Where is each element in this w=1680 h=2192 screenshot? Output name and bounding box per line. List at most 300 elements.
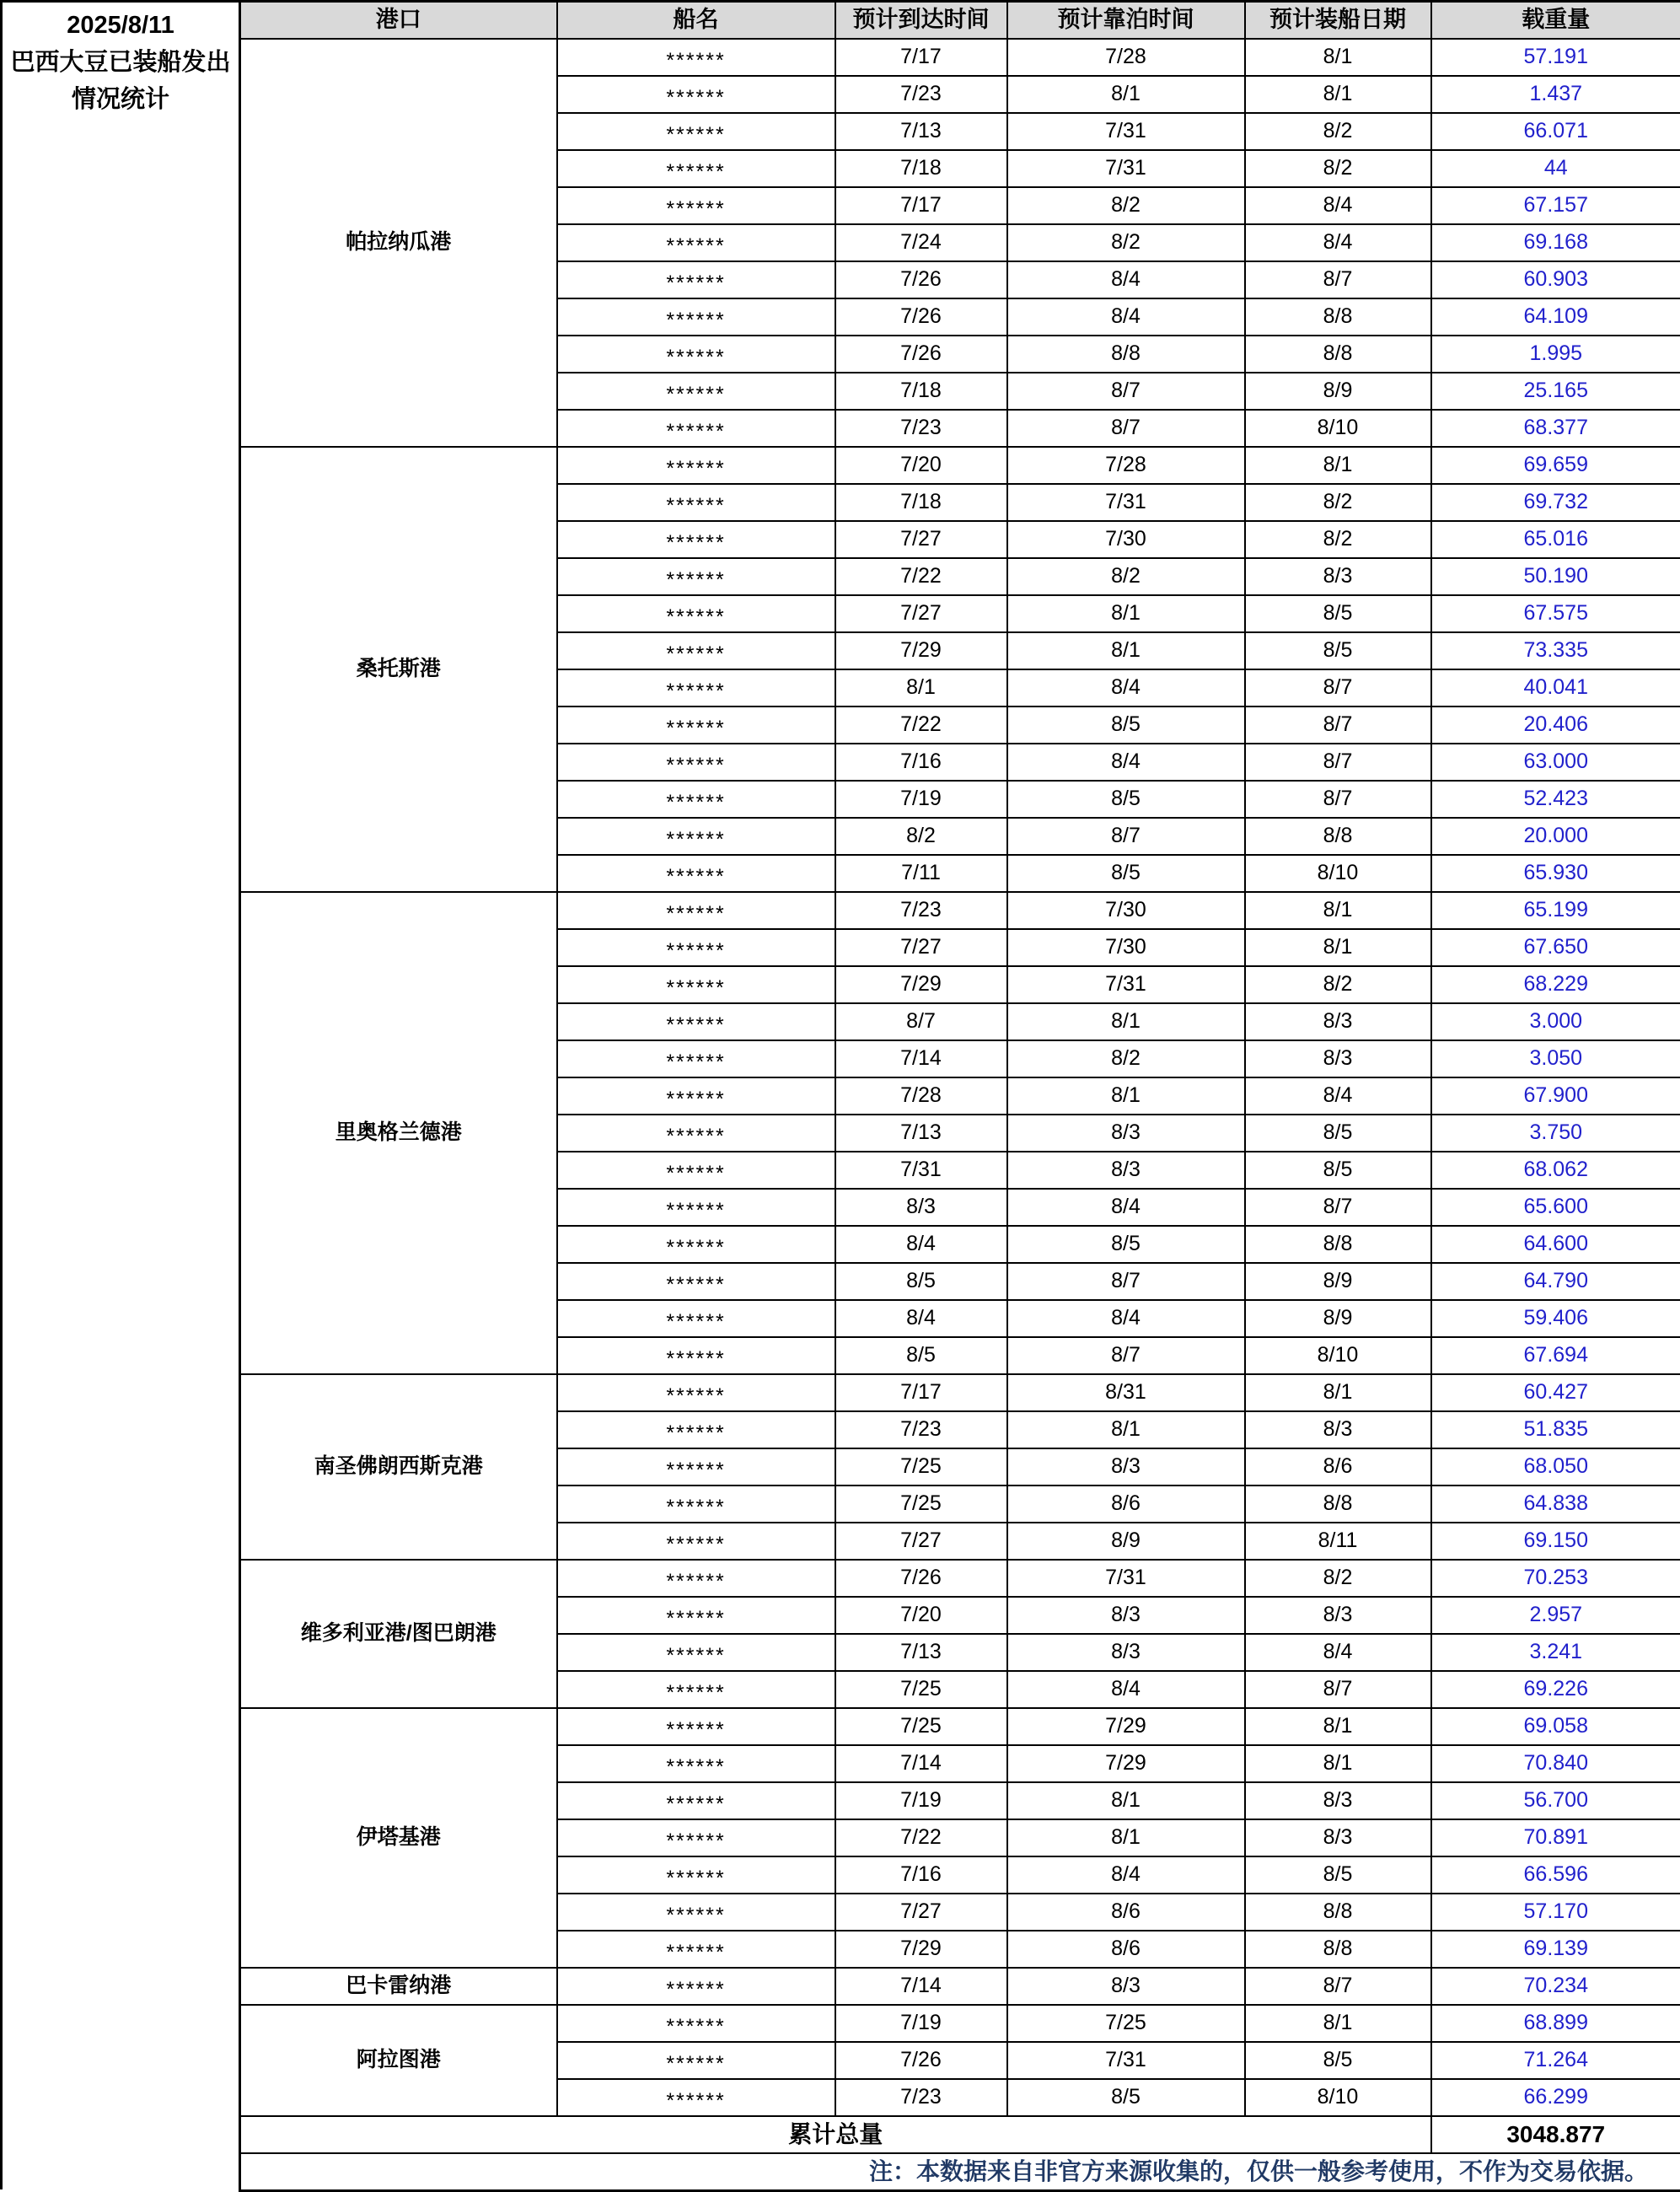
weight-cell: 40.041 (1431, 669, 1680, 706)
ship-name-masked: ****** (666, 420, 725, 443)
ship-name-cell (557, 632, 835, 669)
load-date-cell: 8/8 (1245, 1226, 1431, 1263)
eta-cell: 7/16 (835, 1856, 1007, 1894)
eta-cell: 8/2 (835, 818, 1007, 855)
eta-cell: 7/26 (835, 298, 1007, 336)
load-date-cell: 8/10 (1245, 855, 1431, 892)
weight-cell: 68.899 (1431, 2005, 1680, 2042)
load-date-cell: 8/4 (1245, 1634, 1431, 1671)
port-cell: 桑托斯港 (240, 447, 557, 892)
weight-cell: 63.000 (1431, 744, 1680, 781)
eta-cell: 7/20 (835, 447, 1007, 484)
weight-cell: 69.139 (1431, 1931, 1680, 1968)
ship-name-cell (557, 2042, 835, 2079)
eta-cell: 7/29 (835, 1931, 1007, 1968)
eta-cell: 7/11 (835, 855, 1007, 892)
column-header-ship: 船名 (557, 2, 835, 39)
eta-cell: 7/26 (835, 2042, 1007, 2079)
weight-cell: 70.253 (1431, 1560, 1680, 1597)
weight-cell: 68.062 (1431, 1152, 1680, 1189)
berth-date-cell: 7/29 (1007, 1708, 1245, 1745)
berth-date-cell: 8/3 (1007, 1597, 1245, 1634)
weight-cell: 65.600 (1431, 1189, 1680, 1226)
load-date-cell: 8/2 (1245, 1560, 1431, 1597)
eta-cell: 7/16 (835, 744, 1007, 781)
weight-cell: 65.930 (1431, 855, 1680, 892)
ship-name-cell (557, 1374, 835, 1411)
ship-name-cell (557, 1226, 835, 1263)
weight-cell: 64.600 (1431, 1226, 1680, 1263)
ship-name-cell (557, 1189, 835, 1226)
table-row (240, 1968, 1680, 2005)
ship-name-masked: ****** (666, 531, 725, 555)
berth-date-cell: 8/3 (1007, 1634, 1245, 1671)
load-date-cell: 8/7 (1245, 1189, 1431, 1226)
load-date-cell: 8/8 (1245, 1486, 1431, 1523)
berth-date-cell: 8/1 (1007, 1077, 1245, 1115)
ship-name-masked: ****** (666, 1347, 725, 1371)
load-date-cell: 8/4 (1245, 1077, 1431, 1115)
load-date-cell: 8/8 (1245, 1894, 1431, 1931)
load-date-cell: 8/1 (1245, 1708, 1431, 1745)
ship-name-cell (557, 1782, 835, 1819)
eta-cell: 7/18 (835, 373, 1007, 410)
report-date: 2025/8/11 (3, 7, 239, 44)
load-date-cell: 8/7 (1245, 744, 1431, 781)
ship-name-masked: ****** (666, 642, 725, 666)
ship-name-masked: ****** (666, 605, 725, 629)
eta-cell: 7/20 (835, 1597, 1007, 1634)
shipping-table (239, 0, 1680, 2192)
eta-cell: 7/29 (835, 966, 1007, 1003)
eta-cell: 7/23 (835, 2079, 1007, 2116)
eta-cell: 8/7 (835, 1003, 1007, 1040)
weight-cell: 57.170 (1431, 1894, 1680, 1931)
ship-name-masked: ****** (666, 197, 725, 221)
berth-date-cell: 7/31 (1007, 966, 1245, 1003)
weight-cell: 60.903 (1431, 261, 1680, 298)
weight-cell: 67.575 (1431, 595, 1680, 632)
eta-cell: 7/19 (835, 781, 1007, 818)
load-date-cell: 8/5 (1245, 2042, 1431, 2079)
weight-cell: 3.241 (1431, 1634, 1680, 1671)
weight-cell: 57.191 (1431, 39, 1680, 76)
ship-name-masked: ****** (666, 1941, 725, 1964)
ship-name-masked: ****** (666, 1681, 725, 1705)
header-row (240, 2, 1680, 39)
ship-name-cell (557, 1856, 835, 1894)
report-title-column (0, 0, 239, 2189)
ship-name-masked: ****** (666, 568, 725, 592)
load-date-cell: 8/9 (1245, 373, 1431, 410)
weight-cell: 67.650 (1431, 929, 1680, 966)
load-date-cell: 8/5 (1245, 632, 1431, 669)
eta-cell: 7/23 (835, 76, 1007, 113)
eta-cell: 7/14 (835, 1968, 1007, 2005)
ship-name-cell (557, 2005, 835, 2042)
port-cell: 维多利亚港/图巴朗港 (240, 1560, 557, 1708)
eta-cell: 7/22 (835, 706, 1007, 744)
berth-date-cell: 7/31 (1007, 1560, 1245, 1597)
berth-date-cell: 8/7 (1007, 373, 1245, 410)
ship-name-cell (557, 929, 835, 966)
berth-date-cell: 8/4 (1007, 744, 1245, 781)
berth-date-cell: 8/3 (1007, 1115, 1245, 1152)
ship-name-cell (557, 1152, 835, 1189)
load-date-cell: 8/10 (1245, 410, 1431, 447)
load-date-cell: 8/7 (1245, 669, 1431, 706)
ship-name-cell (557, 373, 835, 410)
weight-cell: 65.016 (1431, 521, 1680, 558)
ship-name-cell (557, 892, 835, 929)
ship-name-cell (557, 261, 835, 298)
load-date-cell: 8/7 (1245, 261, 1431, 298)
ship-name-cell (557, 744, 835, 781)
ship-name-masked: ****** (666, 1273, 725, 1297)
berth-date-cell: 8/7 (1007, 1337, 1245, 1374)
total-value: 3048.877 (1431, 2116, 1680, 2153)
load-date-cell: 8/9 (1245, 1263, 1431, 1300)
berth-date-cell: 7/30 (1007, 929, 1245, 966)
ship-name-masked: ****** (666, 1829, 725, 1853)
load-date-cell: 8/2 (1245, 521, 1431, 558)
berth-date-cell: 7/31 (1007, 150, 1245, 187)
ship-name-cell (557, 1115, 835, 1152)
berth-date-cell: 7/30 (1007, 521, 1245, 558)
ship-name-masked: ****** (666, 1421, 725, 1445)
ship-name-cell (557, 1523, 835, 1560)
eta-cell: 7/23 (835, 1411, 1007, 1448)
port-cell: 伊塔基港 (240, 1708, 557, 1968)
ship-name-cell (557, 484, 835, 521)
load-date-cell: 8/3 (1245, 1003, 1431, 1040)
berth-date-cell: 8/7 (1007, 1263, 1245, 1300)
weight-cell: 1.995 (1431, 336, 1680, 373)
weight-cell: 73.335 (1431, 632, 1680, 669)
weight-cell: 66.071 (1431, 113, 1680, 150)
load-date-cell: 8/10 (1245, 2079, 1431, 2116)
ship-name-cell (557, 706, 835, 744)
ship-name-cell (557, 781, 835, 818)
ship-name-cell (557, 1634, 835, 1671)
berth-date-cell: 7/28 (1007, 39, 1245, 76)
berth-date-cell: 8/9 (1007, 1523, 1245, 1560)
load-date-cell: 8/7 (1245, 1671, 1431, 1708)
table-row (240, 2005, 1680, 2042)
ship-name-cell (557, 1486, 835, 1523)
ship-name-cell (557, 1597, 835, 1634)
ship-name-cell (557, 1745, 835, 1782)
ship-name-cell (557, 410, 835, 447)
load-date-cell: 8/5 (1245, 1152, 1431, 1189)
ship-name-masked: ****** (666, 309, 725, 332)
eta-cell: 8/1 (835, 669, 1007, 706)
weight-cell: 25.165 (1431, 373, 1680, 410)
ship-name-cell (557, 1077, 835, 1115)
eta-cell: 8/5 (835, 1263, 1007, 1300)
load-date-cell: 8/6 (1245, 1448, 1431, 1486)
column-header-berth: 预计靠泊时间 (1007, 2, 1245, 39)
berth-date-cell: 8/5 (1007, 781, 1245, 818)
eta-cell: 8/4 (835, 1300, 1007, 1337)
ship-name-cell (557, 336, 835, 373)
ship-name-cell (557, 187, 835, 224)
weight-cell: 69.150 (1431, 1523, 1680, 1560)
ship-name-masked: ****** (666, 754, 725, 777)
load-date-cell: 8/2 (1245, 150, 1431, 187)
berth-date-cell: 8/2 (1007, 224, 1245, 261)
eta-cell: 7/27 (835, 1894, 1007, 1931)
berth-date-cell: 8/3 (1007, 1968, 1245, 2005)
load-date-cell: 8/3 (1245, 1597, 1431, 1634)
ship-name-masked: ****** (666, 828, 725, 852)
ship-name-cell (557, 966, 835, 1003)
weight-cell: 70.840 (1431, 1745, 1680, 1782)
ship-name-masked: ****** (666, 865, 725, 889)
ship-name-masked: ****** (666, 1904, 725, 1927)
berth-date-cell: 8/7 (1007, 818, 1245, 855)
berth-date-cell: 8/31 (1007, 1374, 1245, 1411)
eta-cell: 7/17 (835, 1374, 1007, 1411)
eta-cell: 7/25 (835, 1708, 1007, 1745)
ship-name-masked: ****** (666, 680, 725, 703)
table-header (240, 2, 1680, 39)
table-row (240, 1708, 1680, 1745)
weight-cell: 69.058 (1431, 1708, 1680, 1745)
load-date-cell: 8/4 (1245, 224, 1431, 261)
ship-name-masked: ****** (666, 234, 725, 258)
report-title-text: 巴西大豆已装船发出情况统计 (3, 44, 239, 118)
weight-cell: 1.437 (1431, 76, 1680, 113)
ship-name-cell (557, 558, 835, 595)
load-date-cell: 8/8 (1245, 298, 1431, 336)
ship-name-masked: ****** (666, 160, 725, 184)
total-row (240, 2116, 1680, 2153)
ship-name-cell (557, 1337, 835, 1374)
eta-cell: 7/25 (835, 1448, 1007, 1486)
ship-name-masked: ****** (666, 1978, 725, 2001)
ship-name-cell (557, 1968, 835, 2005)
weight-cell: 68.377 (1431, 410, 1680, 447)
ship-name-masked: ****** (666, 123, 725, 147)
eta-cell: 7/27 (835, 595, 1007, 632)
ship-name-cell (557, 298, 835, 336)
eta-cell: 7/26 (835, 336, 1007, 373)
report-title (3, 3, 239, 118)
ship-name-masked: ****** (666, 1013, 725, 1037)
ship-name-masked: ****** (666, 1607, 725, 1631)
load-date-cell: 8/8 (1245, 1931, 1431, 1968)
ship-name-masked: ****** (666, 346, 725, 369)
ship-name-masked: ****** (666, 1384, 725, 1408)
ship-name-cell (557, 855, 835, 892)
ship-name-masked: ****** (666, 2015, 725, 2039)
ship-name-cell (557, 447, 835, 484)
load-date-cell: 8/8 (1245, 818, 1431, 855)
berth-date-cell: 8/4 (1007, 1300, 1245, 1337)
load-date-cell: 8/3 (1245, 1040, 1431, 1077)
port-cell: 阿拉图港 (240, 2005, 557, 2116)
table-row (240, 892, 1680, 929)
load-date-cell: 8/1 (1245, 447, 1431, 484)
weight-cell: 70.234 (1431, 1968, 1680, 2005)
weight-cell: 67.157 (1431, 187, 1680, 224)
berth-date-cell: 8/6 (1007, 1894, 1245, 1931)
ship-name-cell (557, 1003, 835, 1040)
eta-cell: 7/18 (835, 150, 1007, 187)
berth-date-cell: 8/8 (1007, 336, 1245, 373)
ship-name-masked: ****** (666, 791, 725, 814)
eta-cell: 7/25 (835, 1671, 1007, 1708)
load-date-cell: 8/1 (1245, 39, 1431, 76)
load-date-cell: 8/1 (1245, 76, 1431, 113)
berth-date-cell: 8/5 (1007, 2079, 1245, 2116)
eta-cell: 7/22 (835, 1819, 1007, 1856)
weight-cell: 60.427 (1431, 1374, 1680, 1411)
berth-date-cell: 8/4 (1007, 261, 1245, 298)
ship-name-cell (557, 150, 835, 187)
load-date-cell: 8/5 (1245, 1856, 1431, 1894)
load-date-cell: 8/1 (1245, 892, 1431, 929)
total-label: 累计总量 (240, 2116, 1431, 2153)
eta-cell: 7/18 (835, 484, 1007, 521)
berth-date-cell: 8/1 (1007, 1819, 1245, 1856)
berth-date-cell: 8/2 (1007, 187, 1245, 224)
eta-cell: 7/27 (835, 1523, 1007, 1560)
weight-cell: 56.700 (1431, 1782, 1680, 1819)
weight-cell: 44 (1431, 150, 1680, 187)
load-date-cell: 8/1 (1245, 1374, 1431, 1411)
ship-name-masked: ****** (666, 1125, 725, 1148)
berth-date-cell: 8/6 (1007, 1486, 1245, 1523)
ship-name-cell (557, 224, 835, 261)
ship-name-masked: ****** (666, 1050, 725, 1074)
ship-name-masked: ****** (666, 1755, 725, 1779)
load-date-cell: 8/3 (1245, 558, 1431, 595)
ship-name-cell (557, 521, 835, 558)
berth-date-cell: 7/31 (1007, 484, 1245, 521)
column-header-eta: 预计到达时间 (835, 2, 1007, 39)
berth-date-cell: 7/31 (1007, 2042, 1245, 2079)
berth-date-cell: 8/5 (1007, 855, 1245, 892)
ship-name-masked: ****** (666, 1162, 725, 1185)
load-date-cell: 8/3 (1245, 1411, 1431, 1448)
ship-name-masked: ****** (666, 1310, 725, 1334)
ship-name-masked: ****** (666, 2052, 725, 2076)
ship-name-cell (557, 1671, 835, 1708)
weight-cell: 52.423 (1431, 781, 1680, 818)
berth-date-cell: 8/6 (1007, 1931, 1245, 1968)
table-row (240, 447, 1680, 484)
eta-cell: 8/5 (835, 1337, 1007, 1374)
eta-cell: 7/19 (835, 1782, 1007, 1819)
load-date-cell: 8/2 (1245, 484, 1431, 521)
berth-date-cell: 8/1 (1007, 632, 1245, 669)
berth-date-cell: 7/31 (1007, 113, 1245, 150)
disclaimer-note: 注：本数据来自非官方来源收集的，仅供一般参考使用，不作为交易依据。 (240, 2153, 1680, 2191)
load-date-cell: 8/1 (1245, 929, 1431, 966)
berth-date-cell: 8/2 (1007, 1040, 1245, 1077)
weight-cell: 64.109 (1431, 298, 1680, 336)
port-cell: 南圣佛朗西斯克港 (240, 1374, 557, 1560)
berth-date-cell: 7/30 (1007, 892, 1245, 929)
ship-name-cell (557, 1263, 835, 1300)
ship-name-cell (557, 1708, 835, 1745)
note-row (240, 2153, 1680, 2191)
column-header-weight: 载重量 (1431, 2, 1680, 39)
berth-date-cell: 8/2 (1007, 558, 1245, 595)
ship-name-masked: ****** (666, 457, 725, 481)
ship-name-masked: ****** (666, 939, 725, 963)
ship-name-masked: ****** (666, 1496, 725, 1519)
ship-name-cell (557, 2079, 835, 2116)
berth-date-cell: 7/29 (1007, 1745, 1245, 1782)
load-date-cell: 8/3 (1245, 1782, 1431, 1819)
load-date-cell: 8/7 (1245, 1968, 1431, 2005)
berth-date-cell: 8/4 (1007, 298, 1245, 336)
ship-name-masked: ****** (666, 86, 725, 110)
eta-cell: 7/17 (835, 39, 1007, 76)
weight-cell: 3.050 (1431, 1040, 1680, 1077)
weight-cell: 70.891 (1431, 1819, 1680, 1856)
berth-date-cell: 8/1 (1007, 595, 1245, 632)
eta-cell: 7/27 (835, 929, 1007, 966)
berth-date-cell: 8/3 (1007, 1152, 1245, 1189)
berth-date-cell: 8/7 (1007, 410, 1245, 447)
eta-cell: 7/13 (835, 1634, 1007, 1671)
berth-date-cell: 8/1 (1007, 76, 1245, 113)
eta-cell: 7/23 (835, 410, 1007, 447)
eta-cell: 7/22 (835, 558, 1007, 595)
weight-cell: 59.406 (1431, 1300, 1680, 1337)
weight-cell: 50.190 (1431, 558, 1680, 595)
weight-cell: 67.900 (1431, 1077, 1680, 1115)
ship-name-masked: ****** (666, 1088, 725, 1111)
load-date-cell: 8/2 (1245, 966, 1431, 1003)
ship-name-cell (557, 1448, 835, 1486)
berth-date-cell: 8/4 (1007, 1671, 1245, 1708)
load-date-cell: 8/8 (1245, 336, 1431, 373)
eta-cell: 8/4 (835, 1226, 1007, 1263)
table-footer (240, 2116, 1680, 2191)
weight-cell: 3.000 (1431, 1003, 1680, 1040)
ship-name-masked: ****** (666, 1570, 725, 1593)
eta-cell: 7/17 (835, 187, 1007, 224)
berth-date-cell: 8/4 (1007, 669, 1245, 706)
berth-date-cell: 8/4 (1007, 1856, 1245, 1894)
weight-cell: 66.299 (1431, 2079, 1680, 2116)
ship-name-masked: ****** (666, 1199, 725, 1222)
eta-cell: 7/26 (835, 261, 1007, 298)
eta-cell: 7/23 (835, 892, 1007, 929)
weight-cell: 67.694 (1431, 1337, 1680, 1374)
berth-date-cell: 7/28 (1007, 447, 1245, 484)
eta-cell: 7/25 (835, 1486, 1007, 1523)
weight-cell: 64.790 (1431, 1263, 1680, 1300)
ship-name-cell (557, 1819, 835, 1856)
berth-date-cell: 8/1 (1007, 1003, 1245, 1040)
berth-date-cell: 8/3 (1007, 1448, 1245, 1486)
weight-cell: 20.406 (1431, 706, 1680, 744)
load-date-cell: 8/5 (1245, 595, 1431, 632)
load-date-cell: 8/1 (1245, 1745, 1431, 1782)
eta-cell: 8/3 (835, 1189, 1007, 1226)
weight-cell: 69.168 (1431, 224, 1680, 261)
load-date-cell: 8/3 (1245, 1819, 1431, 1856)
ship-name-masked: ****** (666, 902, 725, 926)
load-date-cell: 8/4 (1245, 187, 1431, 224)
berth-date-cell: 8/1 (1007, 1782, 1245, 1819)
